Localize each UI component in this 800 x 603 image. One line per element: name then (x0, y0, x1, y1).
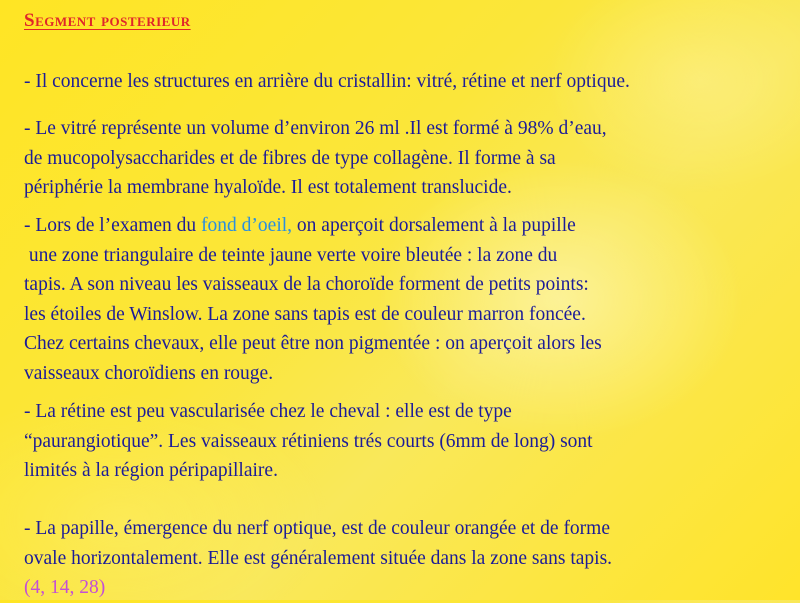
paragraph-papilla (24, 514, 612, 603)
text-line: “paurangiotique”. Les vaisseaux rétiniens trés courts (6mm de long) sont (24, 430, 593, 452)
text-line: une zone triangulaire de teinte jaune verte voire bleutée : la zone du (24, 244, 558, 266)
text-line: tapis. A son niveau les vaisseaux de la choroïde forment de petits points: (24, 274, 589, 295)
text-line: vaisseaux choroïdiens en rouge. (24, 362, 274, 384)
text-line: les étoiles de Winslow. La zone sans tapis est de couleur marron foncée. (24, 303, 586, 325)
text-line: périphérie la membrane hyaloïde. Il est totalement translucide. (24, 177, 512, 198)
text-line: - La papille, émergence du nerf optique, est de couleur orangée et de forme (24, 518, 610, 539)
text-fragment: - Lors de l’examen du (24, 215, 202, 236)
text-line: - La rétine est peu vascularisée chez le cheval : elle est de type (24, 401, 512, 422)
paragraph-vitreous (24, 114, 607, 203)
paragraph-posterior-segment (24, 67, 630, 97)
text-line: - Le vitré représente un volume d’environ 26 ml .Il est formé à 98% d’eau, (24, 118, 607, 139)
paragraph-retina (24, 397, 593, 486)
references: (4, 14, 28) (24, 577, 106, 598)
text-line: de mucopolysaccharides et de fibres de type collagène. Il forme à sa (24, 147, 556, 169)
text-line: Chez certains chevaux, elle peut être non pigmentée : on aperçoit alors les (24, 333, 602, 354)
text-fragment: on aperçoit dorsalement à la pupille (292, 215, 576, 236)
fundus-link[interactable]: fond d’oeil, (201, 215, 293, 236)
text-line: - Il concerne les structures en arrière du cristallin: vitré, rétine et nerf optique. (24, 71, 630, 92)
text-line (24, 211, 602, 241)
text-line: limités à la région péripapillaire. (24, 460, 278, 481)
slide-title: Segment posterieur (24, 10, 191, 31)
paragraph-fundus (24, 211, 602, 388)
text-line: ovale horizontalement. Elle est généralement située dans la zone sans tapis. (24, 547, 613, 569)
